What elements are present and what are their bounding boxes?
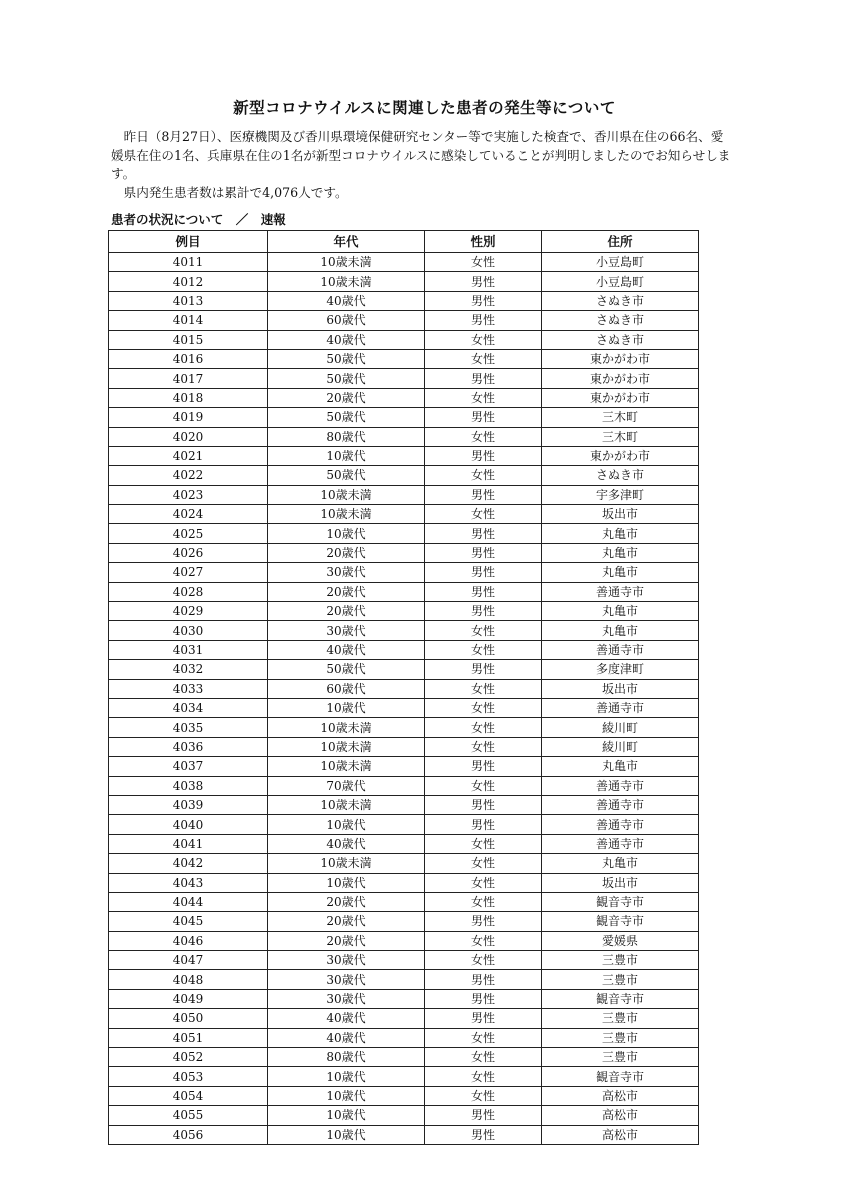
table-row xyxy=(109,466,699,485)
cell-address: 三豊市 xyxy=(542,970,699,989)
cell-case-number: 4028 xyxy=(109,582,268,601)
cell-sex: 女性 xyxy=(425,931,542,950)
cell-age: 40歳代 xyxy=(268,640,425,659)
cell-address: 宇多津町 xyxy=(542,485,699,504)
cell-address: 三木町 xyxy=(542,408,699,427)
cell-case-number: 4026 xyxy=(109,543,268,562)
cell-case-number: 4023 xyxy=(109,485,268,504)
intro-paragraph-1: 昨日（8月27日）、医療機関及び香川県環境保健研究センター等で実施した検査で、香川県在住の66名、愛媛県在住の1名、兵庫県在住の1名が新型コロナウイルスに感染していることが判明しましたのでお知らせします。 xyxy=(111,129,731,181)
cell-case-number: 4053 xyxy=(109,1067,268,1086)
cell-address: 三豊市 xyxy=(542,1009,699,1028)
patient-table xyxy=(108,230,699,1145)
cell-case-number: 4025 xyxy=(109,524,268,543)
cell-age: 50歳代 xyxy=(268,369,425,388)
cell-address: 坂出市 xyxy=(542,679,699,698)
table-row xyxy=(109,970,699,989)
cell-age: 10歳未満 xyxy=(268,795,425,814)
cell-case-number: 4030 xyxy=(109,621,268,640)
cell-address: 丸亀市 xyxy=(542,602,699,621)
table-row xyxy=(109,679,699,698)
table-row xyxy=(109,291,699,310)
cell-case-number: 4020 xyxy=(109,427,268,446)
cell-address: さぬき市 xyxy=(542,311,699,330)
cell-case-number: 4048 xyxy=(109,970,268,989)
section-heading: 患者の状況について ／ 速報 xyxy=(111,212,286,227)
cell-address: 丸亀市 xyxy=(542,757,699,776)
cell-age: 40歳代 xyxy=(268,330,425,349)
cell-sex: 男性 xyxy=(425,1106,542,1125)
cell-address: 善通寺市 xyxy=(542,795,699,814)
cell-address: さぬき市 xyxy=(542,330,699,349)
cell-sex: 男性 xyxy=(425,446,542,465)
cell-sex: 女性 xyxy=(425,854,542,873)
cell-age: 20歳代 xyxy=(268,602,425,621)
header-address: 住所 xyxy=(542,231,699,253)
cell-age: 40歳代 xyxy=(268,834,425,853)
cell-address: 坂出市 xyxy=(542,873,699,892)
cell-sex: 男性 xyxy=(425,369,542,388)
cell-address: 坂出市 xyxy=(542,505,699,524)
table-row xyxy=(109,388,699,407)
table-row xyxy=(109,485,699,504)
cell-age: 20歳代 xyxy=(268,543,425,562)
cell-case-number: 4051 xyxy=(109,1028,268,1047)
cell-address: 善通寺市 xyxy=(542,640,699,659)
cell-case-number: 4032 xyxy=(109,660,268,679)
cell-address: 善通寺市 xyxy=(542,815,699,834)
table-row xyxy=(109,582,699,601)
cell-sex: 男性 xyxy=(425,970,542,989)
table-row xyxy=(109,543,699,562)
cell-case-number: 4055 xyxy=(109,1106,268,1125)
cell-address: 善通寺市 xyxy=(542,834,699,853)
table-row xyxy=(109,505,699,524)
cell-case-number: 4033 xyxy=(109,679,268,698)
cell-sex: 女性 xyxy=(425,253,542,272)
cell-sex: 女性 xyxy=(425,466,542,485)
cell-address: さぬき市 xyxy=(542,466,699,485)
cell-sex: 男性 xyxy=(425,311,542,330)
page-title: 新型コロナウイルスに関連した患者の発生等について xyxy=(233,99,616,117)
cell-sex: 女性 xyxy=(425,718,542,737)
cell-sex: 男性 xyxy=(425,660,542,679)
cell-case-number: 4044 xyxy=(109,892,268,911)
cell-sex: 女性 xyxy=(425,427,542,446)
table-row xyxy=(109,815,699,834)
cell-age: 10歳未満 xyxy=(268,272,425,291)
cell-case-number: 4017 xyxy=(109,369,268,388)
cell-sex: 女性 xyxy=(425,1048,542,1067)
cell-sex: 女性 xyxy=(425,834,542,853)
table-row xyxy=(109,854,699,873)
cell-case-number: 4031 xyxy=(109,640,268,659)
cell-case-number: 4043 xyxy=(109,873,268,892)
table-row xyxy=(109,1048,699,1067)
intro-paragraph-2: 県内発生患者数は累計で4,076人です。 xyxy=(123,184,348,200)
table-row xyxy=(109,524,699,543)
cell-case-number: 4029 xyxy=(109,602,268,621)
table-row xyxy=(109,1028,699,1047)
cell-age: 50歳代 xyxy=(268,408,425,427)
cell-case-number: 4047 xyxy=(109,951,268,970)
table-row xyxy=(109,369,699,388)
cell-age: 20歳代 xyxy=(268,388,425,407)
cell-age: 20歳代 xyxy=(268,582,425,601)
cell-age: 20歳代 xyxy=(268,892,425,911)
cell-address: 善通寺市 xyxy=(542,582,699,601)
cell-age: 70歳代 xyxy=(268,776,425,795)
table-row xyxy=(109,776,699,795)
cell-case-number: 4034 xyxy=(109,698,268,717)
cell-age: 30歳代 xyxy=(268,970,425,989)
table-body xyxy=(109,253,699,1145)
cell-age: 10歳代 xyxy=(268,1086,425,1105)
table-row xyxy=(109,1125,699,1144)
table-row xyxy=(109,349,699,368)
cell-address: 高松市 xyxy=(542,1106,699,1125)
cell-sex: 女性 xyxy=(425,640,542,659)
cell-case-number: 4013 xyxy=(109,291,268,310)
cell-case-number: 4011 xyxy=(109,253,268,272)
cell-address: さぬき市 xyxy=(542,291,699,310)
cell-age: 30歳代 xyxy=(268,989,425,1008)
table-row xyxy=(109,795,699,814)
table-row xyxy=(109,272,699,291)
cell-address: 丸亀市 xyxy=(542,563,699,582)
table-row xyxy=(109,834,699,853)
cell-sex: 男性 xyxy=(425,563,542,582)
cell-address: 観音寺市 xyxy=(542,989,699,1008)
table-row xyxy=(109,951,699,970)
cell-address: 善通寺市 xyxy=(542,776,699,795)
cell-age: 10歳未満 xyxy=(268,737,425,756)
cell-age: 80歳代 xyxy=(268,427,425,446)
cell-sex: 男性 xyxy=(425,757,542,776)
cell-age: 10歳代 xyxy=(268,698,425,717)
table-row xyxy=(109,427,699,446)
cell-age: 50歳代 xyxy=(268,466,425,485)
cell-sex: 女性 xyxy=(425,1067,542,1086)
cell-age: 80歳代 xyxy=(268,1048,425,1067)
cell-address: 丸亀市 xyxy=(542,621,699,640)
table-row xyxy=(109,931,699,950)
cell-age: 10歳代 xyxy=(268,446,425,465)
cell-age: 40歳代 xyxy=(268,1028,425,1047)
cell-age: 60歳代 xyxy=(268,679,425,698)
cell-address: 三豊市 xyxy=(542,951,699,970)
cell-sex: 女性 xyxy=(425,505,542,524)
table-row xyxy=(109,253,699,272)
table-row xyxy=(109,757,699,776)
table-row xyxy=(109,892,699,911)
cell-case-number: 4036 xyxy=(109,737,268,756)
cell-address: 小豆島町 xyxy=(542,272,699,291)
cell-case-number: 4041 xyxy=(109,834,268,853)
cell-age: 10歳代 xyxy=(268,1125,425,1144)
cell-case-number: 4052 xyxy=(109,1048,268,1067)
cell-address: 丸亀市 xyxy=(542,854,699,873)
cell-case-number: 4014 xyxy=(109,311,268,330)
cell-address: 綾川町 xyxy=(542,718,699,737)
cell-address: 東かがわ市 xyxy=(542,349,699,368)
cell-case-number: 4049 xyxy=(109,989,268,1008)
cell-age: 10歳代 xyxy=(268,1106,425,1125)
cell-age: 10歳代 xyxy=(268,524,425,543)
cell-age: 60歳代 xyxy=(268,311,425,330)
cell-case-number: 4012 xyxy=(109,272,268,291)
cell-sex: 男性 xyxy=(425,485,542,504)
cell-age: 50歳代 xyxy=(268,349,425,368)
cell-case-number: 4016 xyxy=(109,349,268,368)
cell-sex: 男性 xyxy=(425,1125,542,1144)
cell-age: 20歳代 xyxy=(268,931,425,950)
cell-address: 観音寺市 xyxy=(542,1067,699,1086)
table-row xyxy=(109,621,699,640)
table-row xyxy=(109,912,699,931)
table-row xyxy=(109,873,699,892)
cell-sex: 男性 xyxy=(425,543,542,562)
table-header-row xyxy=(109,231,699,253)
cell-address: 綾川町 xyxy=(542,737,699,756)
cell-address: 多度津町 xyxy=(542,660,699,679)
header-sex: 性別 xyxy=(425,231,542,253)
table-row xyxy=(109,989,699,1008)
table-row xyxy=(109,408,699,427)
cell-sex: 女性 xyxy=(425,698,542,717)
cell-case-number: 4050 xyxy=(109,1009,268,1028)
cell-age: 40歳代 xyxy=(268,291,425,310)
cell-case-number: 4035 xyxy=(109,718,268,737)
cell-sex: 男性 xyxy=(425,795,542,814)
cell-sex: 女性 xyxy=(425,679,542,698)
cell-age: 10歳未満 xyxy=(268,253,425,272)
table-row xyxy=(109,446,699,465)
cell-age: 30歳代 xyxy=(268,563,425,582)
cell-sex: 男性 xyxy=(425,602,542,621)
cell-age: 10歳未満 xyxy=(268,485,425,504)
header-case-number: 例目 xyxy=(109,231,268,253)
cell-address: 善通寺市 xyxy=(542,698,699,717)
cell-case-number: 4045 xyxy=(109,912,268,931)
cell-case-number: 4040 xyxy=(109,815,268,834)
table-row xyxy=(109,640,699,659)
cell-age: 30歳代 xyxy=(268,621,425,640)
cell-case-number: 4054 xyxy=(109,1086,268,1105)
cell-address: 観音寺市 xyxy=(542,912,699,931)
cell-address: 東かがわ市 xyxy=(542,446,699,465)
cell-case-number: 4037 xyxy=(109,757,268,776)
cell-age: 10歳代 xyxy=(268,1067,425,1086)
cell-case-number: 4024 xyxy=(109,505,268,524)
cell-address: 丸亀市 xyxy=(542,543,699,562)
cell-sex: 女性 xyxy=(425,892,542,911)
table-row xyxy=(109,311,699,330)
table-row xyxy=(109,1067,699,1086)
cell-sex: 女性 xyxy=(425,1086,542,1105)
table-row xyxy=(109,718,699,737)
cell-sex: 男性 xyxy=(425,272,542,291)
cell-sex: 女性 xyxy=(425,951,542,970)
cell-address: 丸亀市 xyxy=(542,524,699,543)
cell-case-number: 4015 xyxy=(109,330,268,349)
cell-address: 東かがわ市 xyxy=(542,388,699,407)
cell-address: 東かがわ市 xyxy=(542,369,699,388)
cell-sex: 男性 xyxy=(425,989,542,1008)
cell-address: 観音寺市 xyxy=(542,892,699,911)
cell-case-number: 4046 xyxy=(109,931,268,950)
table-row xyxy=(109,1086,699,1105)
cell-case-number: 4018 xyxy=(109,388,268,407)
cell-sex: 女性 xyxy=(425,330,542,349)
cell-sex: 男性 xyxy=(425,912,542,931)
cell-address: 三豊市 xyxy=(542,1048,699,1067)
cell-sex: 男性 xyxy=(425,291,542,310)
cell-sex: 女性 xyxy=(425,776,542,795)
header-age: 年代 xyxy=(268,231,425,253)
cell-age: 30歳代 xyxy=(268,951,425,970)
cell-age: 20歳代 xyxy=(268,912,425,931)
cell-address: 小豆島町 xyxy=(542,253,699,272)
cell-sex: 女性 xyxy=(425,737,542,756)
table-row xyxy=(109,602,699,621)
table-row xyxy=(109,563,699,582)
cell-case-number: 4038 xyxy=(109,776,268,795)
cell-sex: 女性 xyxy=(425,621,542,640)
cell-address: 三木町 xyxy=(542,427,699,446)
cell-case-number: 4039 xyxy=(109,795,268,814)
table-row xyxy=(109,1009,699,1028)
cell-age: 10歳未満 xyxy=(268,854,425,873)
cell-age: 10歳代 xyxy=(268,815,425,834)
cell-address: 愛媛県 xyxy=(542,931,699,950)
cell-sex: 女性 xyxy=(425,873,542,892)
cell-case-number: 4021 xyxy=(109,446,268,465)
cell-sex: 女性 xyxy=(425,1028,542,1047)
cell-age: 50歳代 xyxy=(268,660,425,679)
intro-text xyxy=(111,128,731,202)
cell-case-number: 4022 xyxy=(109,466,268,485)
cell-sex: 女性 xyxy=(425,349,542,368)
cell-sex: 男性 xyxy=(425,408,542,427)
cell-age: 10歳未満 xyxy=(268,757,425,776)
cell-case-number: 4027 xyxy=(109,563,268,582)
table-row xyxy=(109,660,699,679)
cell-age: 10歳未満 xyxy=(268,718,425,737)
cell-address: 高松市 xyxy=(542,1086,699,1105)
cell-sex: 男性 xyxy=(425,524,542,543)
cell-sex: 男性 xyxy=(425,582,542,601)
table-row xyxy=(109,1106,699,1125)
cell-address: 高松市 xyxy=(542,1125,699,1144)
cell-sex: 男性 xyxy=(425,815,542,834)
table-row xyxy=(109,698,699,717)
cell-sex: 女性 xyxy=(425,388,542,407)
cell-case-number: 4042 xyxy=(109,854,268,873)
table-row xyxy=(109,330,699,349)
cell-address: 三豊市 xyxy=(542,1028,699,1047)
cell-age: 10歳未満 xyxy=(268,505,425,524)
cell-case-number: 4056 xyxy=(109,1125,268,1144)
cell-age: 40歳代 xyxy=(268,1009,425,1028)
cell-sex: 男性 xyxy=(425,1009,542,1028)
table-row xyxy=(109,737,699,756)
cell-case-number: 4019 xyxy=(109,408,268,427)
cell-age: 10歳代 xyxy=(268,873,425,892)
